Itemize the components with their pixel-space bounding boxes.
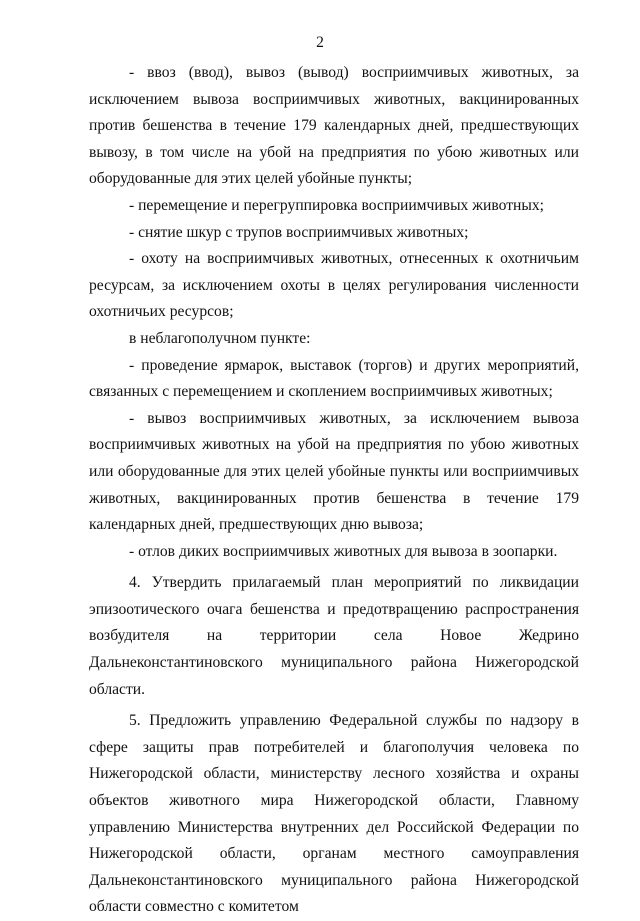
paragraph-capture-ban: - отлов диких восприимчивых животных для вывоза в зоопарки. — [129, 542, 558, 560]
paragraph-item-4: 4. Утвердить прилагаемый план мероприятий по ликвидации эпизоотического очага бешенства и предотвращению распространения возбудителя на территории села Новое Жедрино Дальнеконстантиновского муниципального района Нижегородской области. — [89, 574, 579, 698]
paragraph-skinning-ban: - снятие шкур с трупов восприимчивых животных; — [129, 223, 469, 241]
paragraph-export-ban: - вывоз восприимчивых животных, за исключением вывоза восприимчивых животных на убой на предприятия по убою животных или оборудованные для этих целей убойные пункты или восприимчивых животных, вакцинированных против бешенства в течение 179 календарных дней, предшествующих дню вывоза; — [89, 409, 579, 534]
paragraph-movement-ban: - перемещение и перегруппировка восприимчивых животных; — [129, 196, 544, 214]
paragraph-fairs-ban: - проведение ярмарок, выставок (торгов) и других мероприятий, связанных с перемещением и скоплением восприимчивых животных; — [89, 356, 579, 401]
paragraph-import-export-ban: - ввоз (ввод), вывоз (вывод) восприимчивых животных, за исключением вывоза восприимчивых животных, вакцинированных против бешенства в течение 179 календарных дней, предшествующих вывозу, в том числе на убой на предприятия по убою животных или оборудованные для этих целей убойные пункты; — [89, 64, 579, 188]
paragraph-unfavorable-point-heading: в неблагополучном пункте: — [129, 329, 311, 347]
paragraph-item-5: 5. Предложить управлению Федеральной службы по надзору в сфере защиты прав потребителей и благополучия человека по Нижегородской области, министерству лесного хозяйства и охраны объектов животного мира Нижегородской области, Главному управлению Министерства внутренних дел Российской Федерации по Нижегородской области, органам местного самоуправления Дальнеконстантиновского муниципального района Нижегородской области совместно с комитетом — [89, 712, 579, 916]
paragraph-hunting-ban: - охоту на восприимчивых животных, отнесенных к охотничьим ресурсам, за исключением охоты в целях регулирования численности охотничьих ресурсов; — [89, 250, 579, 321]
page-number: 2 — [316, 34, 324, 51]
document-body — [89, 60, 579, 921]
